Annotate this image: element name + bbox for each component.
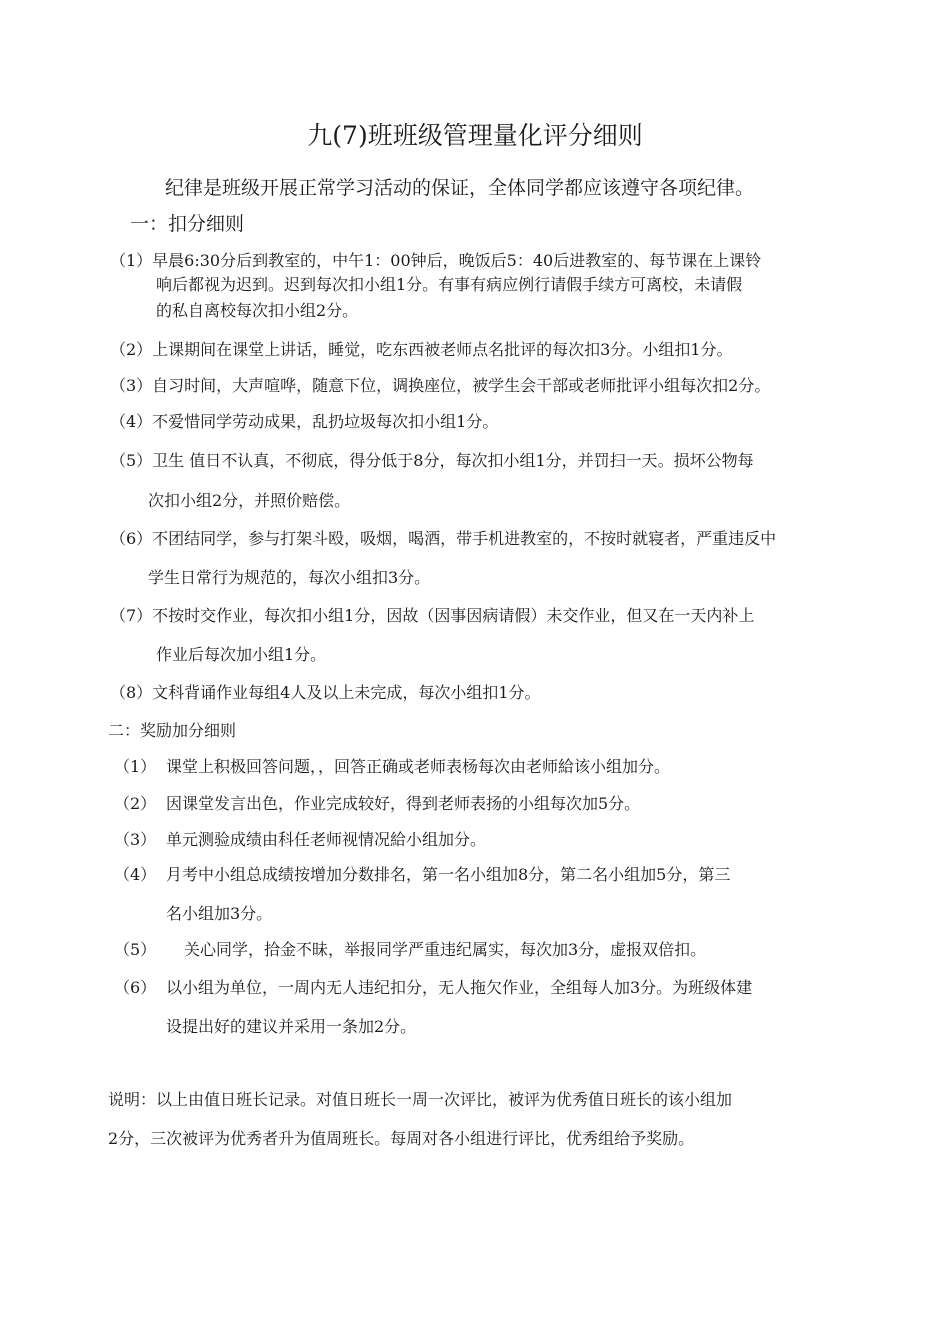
page-title: 九(7)班班级管理量化评分细则 xyxy=(307,121,643,150)
deduction-item-1-line-2: 响后都视为迟到。迟到每次扣小组1分。有事有病应例行请假手续方可离校，未请假 xyxy=(156,275,743,294)
reward-item-2: 因课堂发言出色，作业完成较好，得到老师表扬的小组每次加5分。 xyxy=(166,794,641,813)
reward-item-3: 单元测验成绩由科任老师视情况給小组加分。 xyxy=(166,830,487,849)
deduction-item-1-line-1: （1）早晨6:30分后到教室的，中午1：00钟后，晚饭后5：40后进教室的、每节课在上课铃 xyxy=(110,251,762,270)
deduction-item-5-line-1: （5）卫生 值日不认真，不彻底，得分低于8分，每次扣小组1分，并罚扫一天。损坏公物每 xyxy=(110,451,754,470)
deduction-item-2: （2）上课期间在课堂上讲话，睡觉，吃东西被老师点名批评的每次扣3分。小组扣1分。 xyxy=(110,340,733,359)
reward-item-6-line-1: 以小组为单位，一周内无人违纪扣分，无人拖欠作业，全组每人加3分。为班级体建 xyxy=(166,978,753,997)
section-heading-deductions: 一：扣分细则 xyxy=(130,213,245,235)
deduction-item-6-line-1: （6）不团结同学，参与打架斗殴，吸烟，喝酒，带手机进教室的，不按时就寝者，严重违反中 xyxy=(110,529,777,548)
reward-item-2-number: （2） xyxy=(114,794,157,813)
reward-item-1: 课堂上积极回答问题，，回答正确或老师表杨每次由老师給该小组加分。 xyxy=(166,757,671,776)
deduction-item-1-line-3: 的私自离校每次扣小组2分。 xyxy=(156,301,359,320)
reward-item-5: 关心同学，拾金不昧，举报同学严重违纪属实，每次加3分，虚报双倍扣。 xyxy=(184,940,707,959)
intro-paragraph: 纪律是班级开展正常学习活动的保证，全体同学都应该遵守各项纪律。 xyxy=(165,177,755,199)
reward-item-5-number: （5） xyxy=(114,940,157,959)
note-line-2: 2分，三次被评为优秀者升为值周班长。每周对各小组进行评比，优秀组给予奖励。 xyxy=(108,1129,695,1148)
deduction-item-5-line-2: 次扣小组2分，并照价赔偿。 xyxy=(148,491,351,510)
deduction-item-7-line-1: （7）不按时交作业，每次扣小组1分，因故（因事因病请假）未交作业，但又在一天内补上 xyxy=(110,606,755,625)
reward-item-3-number: （3） xyxy=(114,830,157,849)
deduction-item-4: （4）不爱惜同学劳动成果，乱扔垃圾每次扣小组1分。 xyxy=(110,412,499,431)
reward-item-4-number: （4） xyxy=(114,865,157,884)
reward-item-4-line-1: 月考中小组总成绩按增加分数排名，第一名小组加8分，第二名小组加5分，第三 xyxy=(166,865,731,884)
reward-item-1-number: （1） xyxy=(114,757,157,776)
deduction-item-7-line-2: 作业后每次加小组1分。 xyxy=(156,645,327,664)
deduction-item-3: （3）自习时间，大声喧哗，随意下位，调换座位，被学生会干部或老师批评小组每次扣2分。 xyxy=(110,376,771,395)
reward-item-6-line-2: 设提出好的建议并采用一条加2分。 xyxy=(166,1017,417,1036)
section-heading-rewards: 二：奖励加分细则 xyxy=(108,721,237,740)
reward-item-4-line-2: 名小组加3分。 xyxy=(166,904,273,923)
deduction-item-8: （8）文科背诵作业每组4人及以上未完成，每次小组扣1分。 xyxy=(110,683,541,702)
reward-item-6-number: （6） xyxy=(114,978,157,997)
note-line-1: 说明：以上由值日班长记录。对值日班长一周一次评比，被评为优秀值日班长的该小组加 xyxy=(108,1090,733,1109)
deduction-item-6-line-2: 学生日常行为规范的，每次小组扣3分。 xyxy=(148,568,431,587)
